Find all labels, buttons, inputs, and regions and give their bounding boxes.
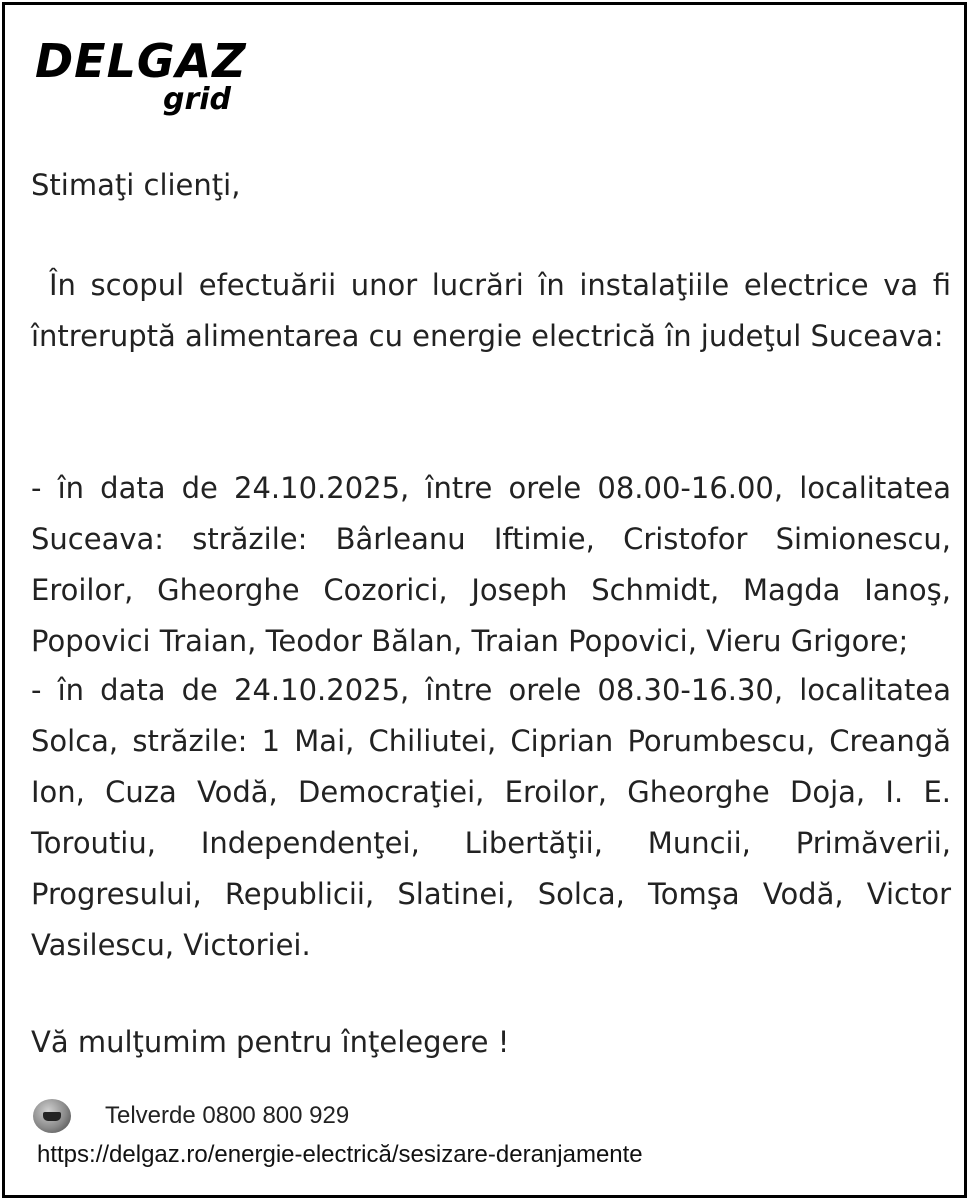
report-url-link[interactable]: https://delgaz.ro/energie-electrică/sesizare-deranjamente xyxy=(37,1141,643,1168)
phone-number: Telverde 0800 800 929 xyxy=(105,1102,350,1129)
greeting-text: Stimaţi clienţi, xyxy=(31,168,241,202)
thanks-text: Vă mulţumim pentru înţelegere ! xyxy=(31,1025,510,1059)
notice-frame xyxy=(2,2,967,1198)
delgaz-logo xyxy=(35,34,247,117)
phone-icon xyxy=(33,1099,71,1133)
outage-item-solca: - în data de 24.10.2025, între orele 08.30-16.30, localitatea Solca, străzile: 1 Mai, Chiliutei, Ciprian Porumbescu, Creangă Ion, Cuza Vodă, Democraţiei, Eroilor, Gheorghe Doja, I. E. Toroutiu, Independenţei, Libertăţii, Muncii, Primăverii, Progresului, Republicii, Slatinei, Solca, Tomşa Vodă, Victor Vasilescu, Victoriei. xyxy=(31,673,951,962)
logo-subtitle: grid xyxy=(163,82,232,117)
phone-contact xyxy=(33,1099,349,1133)
outage-item-suceava: - în data de 24.10.2025, între orele 08.00-16.00, localitatea Suceava: străzile: Bârleanu Iftimie, Cristofor Simionescu, Eroilor, Gheorghe Cozorici, Joseph Schmidt, Magda Ianoş, Popovici Traian, Teodor Bălan, Traian Popovici, Vieru Grigore; xyxy=(31,471,951,658)
logo-wordmark: DELGAZ xyxy=(35,34,247,88)
intro-paragraph: În scopul efectuării unor lucrări în instalaţiile electrice va fi întreruptă alimentarea cu energie electrică în judeţul Suceava: xyxy=(31,268,951,353)
